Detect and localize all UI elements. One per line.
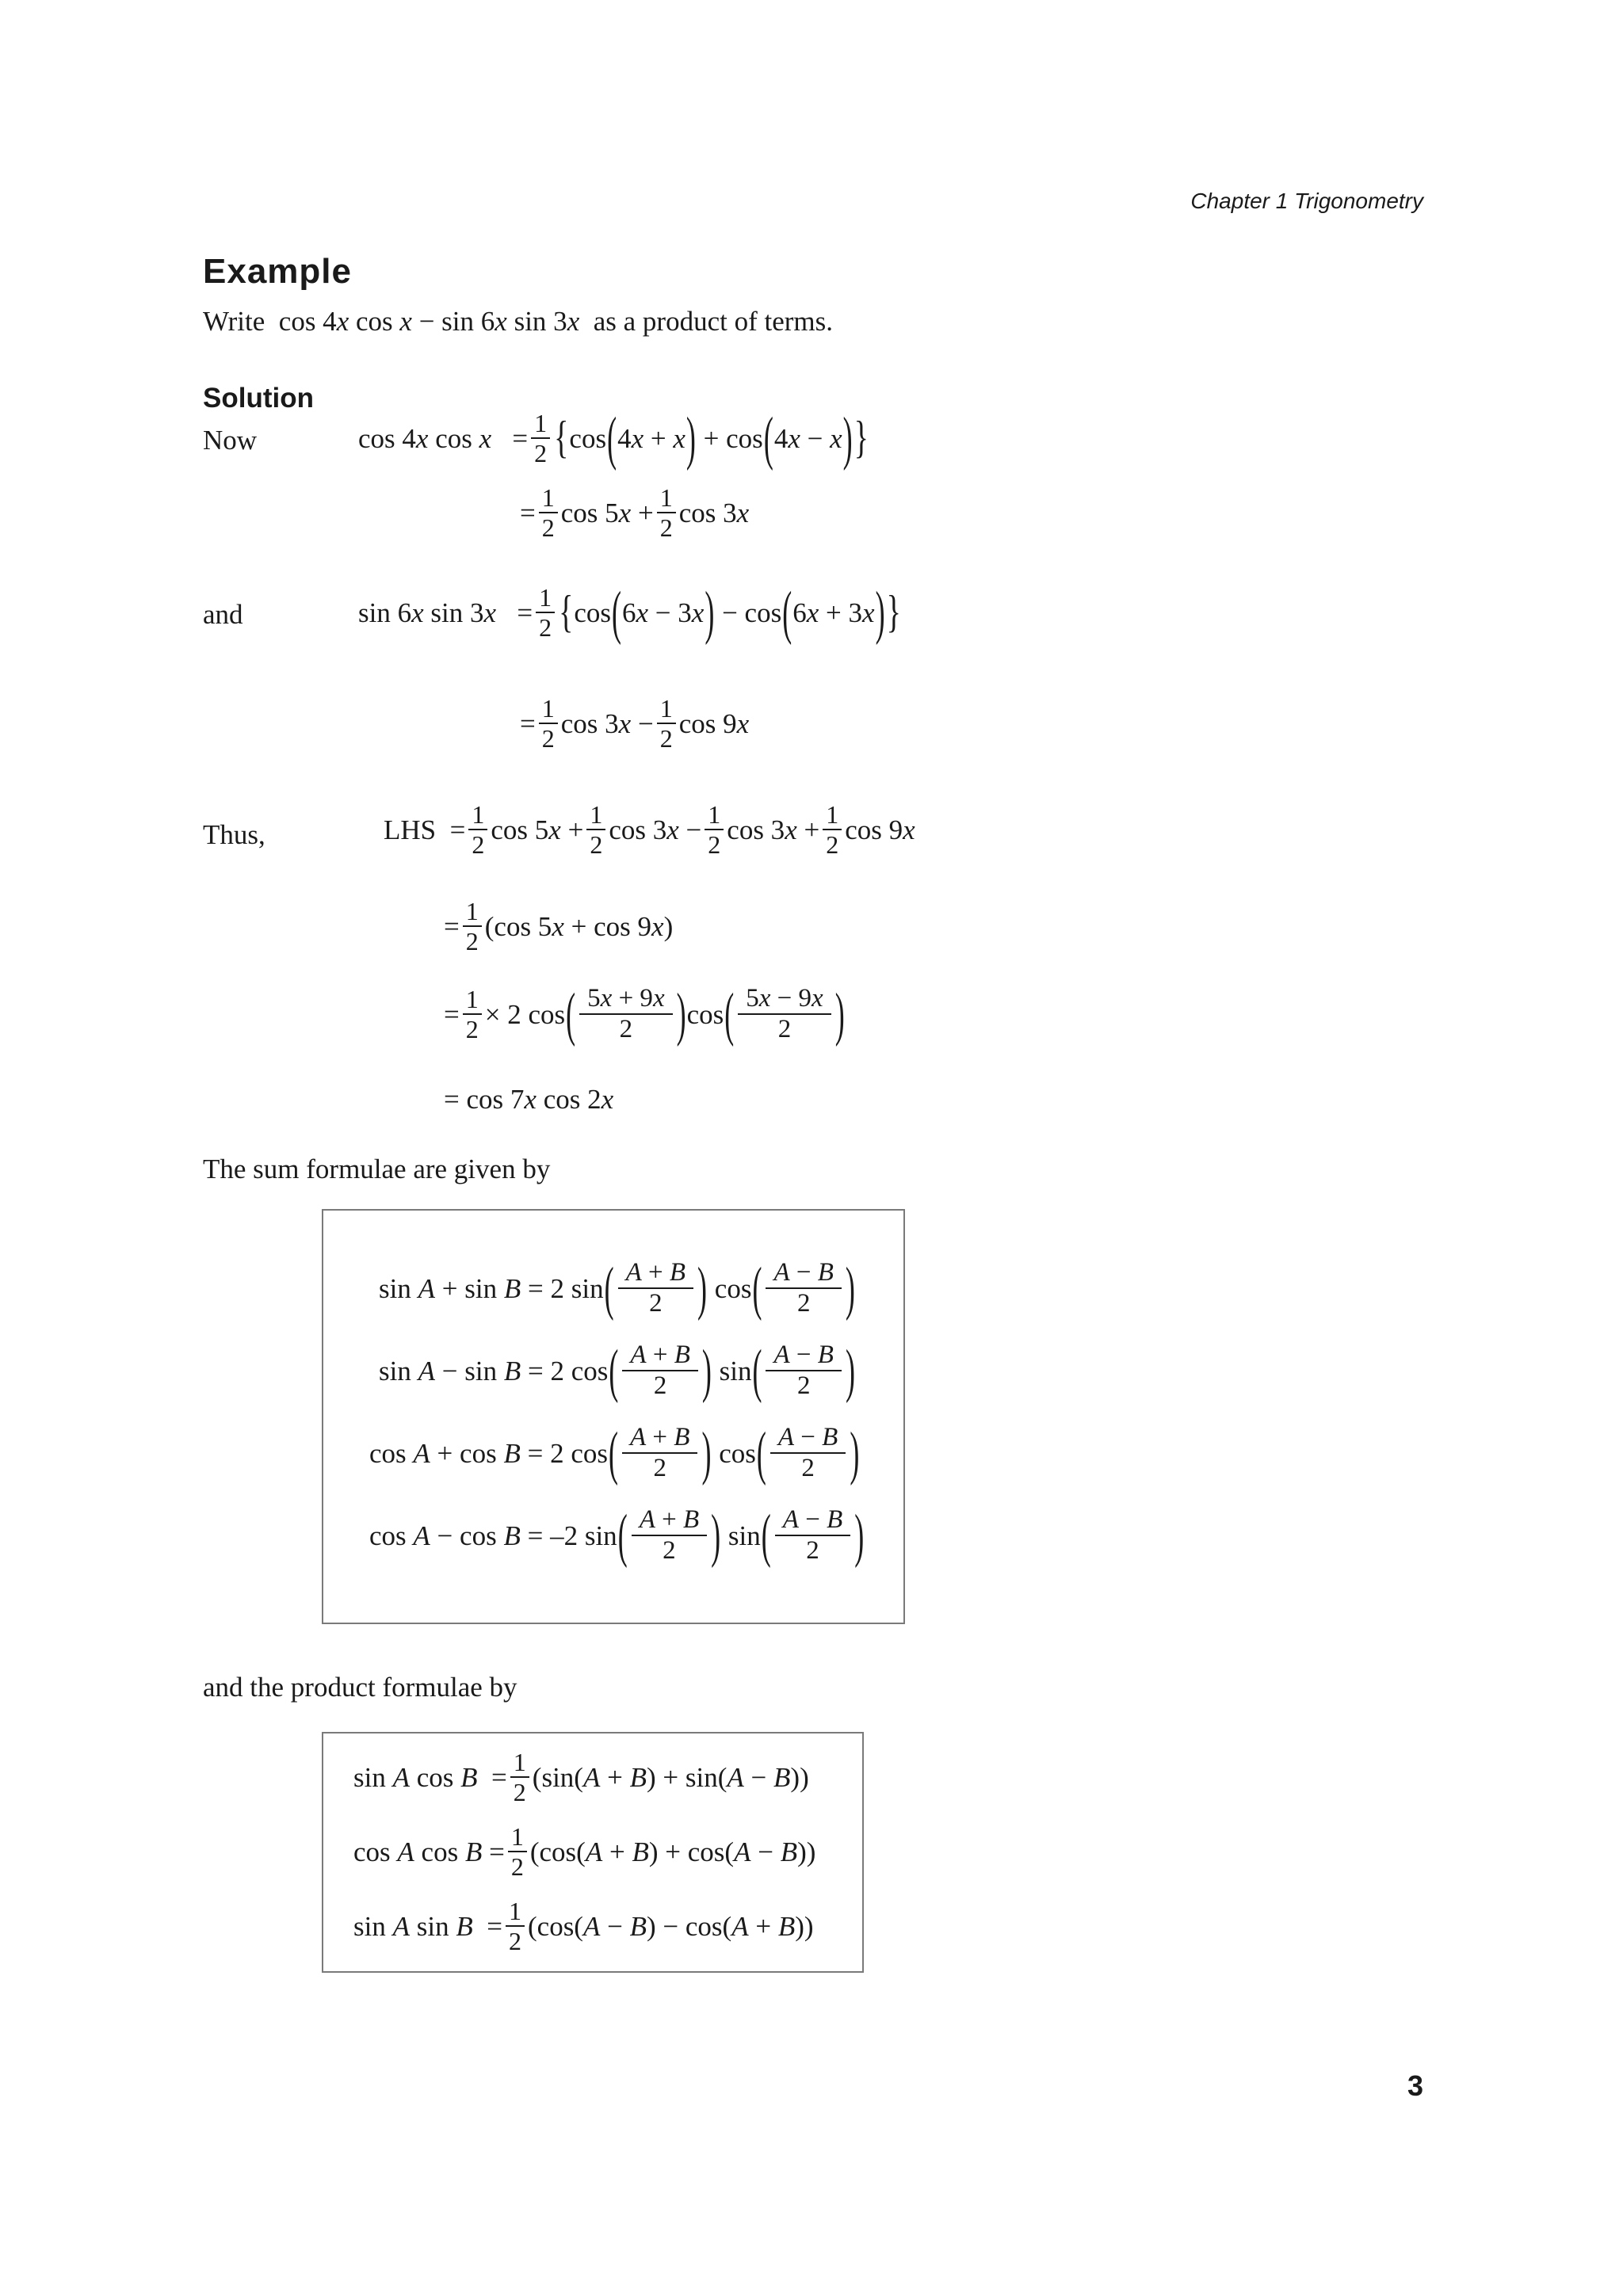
equation-and-1: sin 6x sin 3x = $\frac{1}{2}$ { cos ( 6x − 3x ) − cos ( 6x + 3x ) }	[358, 579, 901, 646]
example-heading: Example	[203, 252, 352, 291]
page-number: 3	[1407, 2069, 1423, 2102]
label-now: Now	[203, 425, 258, 456]
example-prompt	[203, 307, 833, 335]
product-formulae-intro: and the product formulae by	[203, 1672, 517, 1703]
product-formula-1: sin A cos B = $\frac{1}{2}$ (sin(A + B) + sin(A − B))	[353, 1748, 809, 1806]
sum-formula-4: cos A − cos B = –2 sin ( $\frac{A + B}{2}$ ) sin ( $\frac{A - B}{2}$ )	[369, 1502, 865, 1569]
prompt-before: Write	[203, 306, 265, 337]
prompt-after: as a product of terms.	[593, 306, 834, 337]
product-formula-2: cos A cos B = $\frac{1}{2}$ (cos(A + B) + cos(A − B))	[353, 1822, 816, 1881]
solution-heading: Solution	[203, 383, 314, 414]
sum-formula-2: sin A − sin B = 2 cos ( $\frac{A + B}{2}$ ) sin ( $\frac{A - B}{2}$ )	[379, 1337, 855, 1404]
label-thus: Thus,	[203, 819, 265, 850]
equation-now-1: cos 4x cos x = $\frac{1}{2}$ { cos ( 4x + x ) + cos ( 4x − x ) }	[358, 405, 869, 471]
lhs-label: LHS	[384, 814, 437, 845]
sum-formula-1: sin A + sin B = 2 sin ( $\frac{A + B}{2}$ ) cos ( $\frac{A - B}{2}$ )	[379, 1255, 855, 1322]
running-header: Chapter 1 Trigonometry	[1190, 189, 1423, 213]
equation-thus-1: LHS = $\frac{1}{2}$ cos 5x + $\frac{1}{2}$ cos 3x − $\frac{1}{2}$ cos 3x + $\frac{1}{2}$ cos 9x	[384, 800, 915, 859]
equation-and-2: = $\frac{1}{2}$ cos 3x − $\frac{1}{2}$ cos 9x	[520, 694, 750, 753]
equation-now-2: = $\frac{1}{2}$ cos 5x + $\frac{1}{2}$ cos 3x	[520, 483, 750, 542]
product-formula-3: sin A sin B = $\frac{1}{2}$ (cos(A − B) − cos(A + B))	[353, 1897, 814, 1955]
equation-thus-4: = cos 7x cos 2x	[444, 1084, 614, 1115]
label-and: and	[203, 599, 243, 630]
sum-formula-3: cos A + cos B = 2 cos ( $\frac{A + B}{2}$ ) cos ( $\frac{A - B}{2}$ )	[369, 1420, 860, 1486]
equation-thus-3: = $\frac{1}{2}$ × 2 cos ( $\frac{5x + 9x}{2}$ ) cos ( $\frac{5x - 9x}{2}$ )	[444, 981, 845, 1047]
sum-formulae-intro: The sum formulae are given by	[203, 1154, 551, 1184]
equation-thus-2: = $\frac{1}{2}$ (cos 5x + cos 9x)	[444, 897, 674, 955]
prompt-expression: cos 4x cos x − sin 6x sin 3x	[272, 306, 580, 337]
